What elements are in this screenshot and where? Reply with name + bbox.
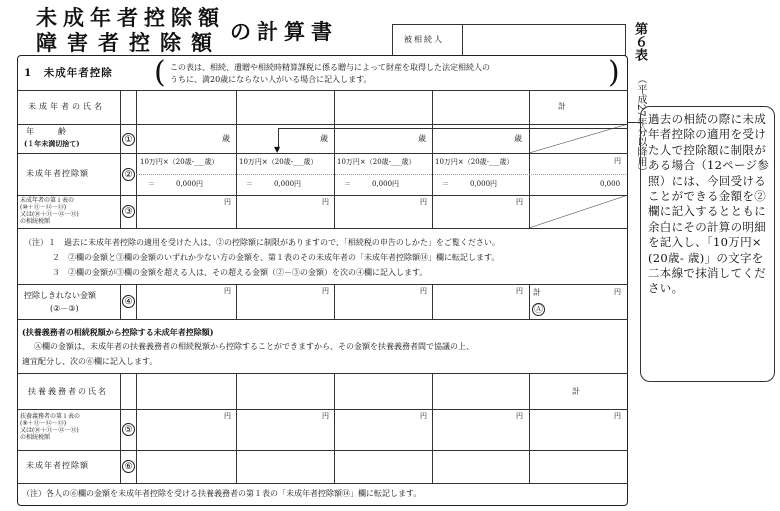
side-note-text: 過去の相続の際に未成年者控除の適用を受けた人で控除額に制限がある場合（12ページ参照）には、今回受けることができる金額を②欄に記入するとともに余白にその計算の明細を記入し、「10万円×(20歳- 歳)」の文字を二本線で抹消してください。 [648, 112, 770, 296]
title-suffix: の計算書 [230, 20, 338, 44]
row2-deduction-label: 未成年者控除額 [26, 461, 89, 470]
formula-result-1: ＝ 0,000円 [148, 180, 204, 188]
row2-name-label: 扶養義務者の氏名 [28, 387, 108, 396]
formula-2: 10万円×（20歳-___歳） [239, 158, 318, 166]
final-note: （注）各人の⑥欄の金額を未成年者控除を受ける扶養義務者の第１表の「未成年者控除額⑭」欄に転記します。 [22, 489, 422, 498]
form-period: （平成27年分以降用） [635, 74, 646, 177]
num-1: ① [122, 133, 135, 146]
num-5: ⑤ [122, 423, 135, 436]
total-deduction: 0,000 [600, 180, 621, 188]
title-line2: 障害者控除額 [36, 31, 222, 55]
formula-result-3: ＝ 0,000円 [344, 180, 400, 188]
num-3: ③ [122, 205, 135, 218]
formula-result-2: ＝ 0,000円 [246, 180, 302, 188]
section2-title: (扶養義務者の相続税額から控除する未成年者控除額) [22, 327, 214, 337]
section2-desc2: 適宜配分し、次の⑥欄に記入します。 [22, 357, 158, 366]
formula-result-4: ＝ 0,000円 [442, 180, 498, 188]
formula-3: 10万円×（20歳-___歳） [337, 158, 416, 166]
note-2: ２ ②欄の金額と③欄の金額のいずれか少ない方の金額を、第１表のその未成年者の「未成年者控除額⑭」欄に転記します。 [52, 253, 500, 262]
note-1: （注）１ 過去に未成年者控除の適用を受けた人は、②の控除額に制限がありますので、「相続税の申告のしかた」をご覧ください。 [24, 238, 500, 247]
num-2: ② [122, 168, 135, 181]
note-3: ３ ②欄の金額が③欄の金額を超える人は、その超える金額（②－③の金額）を次の④欄に記入します。 [52, 268, 428, 277]
formula-4: 10万円×（20歳-___歳） [435, 158, 514, 166]
formula-1: 10万円×（20歳-___歳） [140, 158, 219, 166]
num-6: ⑥ [122, 460, 135, 473]
row-age-sub: (１年未満切捨て) [24, 139, 80, 148]
section1-title: 1 未成年者控除 [24, 67, 113, 79]
num-4: ④ [122, 295, 135, 308]
section2-desc1: Ⓐ欄の金額は、未成年者の扶養義務者の相続税額から控除することができますから、その金額を扶養義務者間で協議の上、 [34, 342, 474, 351]
row-age-label: 年 齢 [26, 127, 66, 136]
row-name-label: 未成年者の氏名 [28, 102, 105, 111]
section1-desc1: この表は、相続、遺贈や相続時精算課税に係る贈与によって財産を取得した法定相続人の [170, 63, 490, 72]
row-deduction-label: 未成年者控除額 [26, 169, 89, 178]
section1-desc2: うちに、満20歳にならない人がいる場合に記入します。 [170, 75, 372, 84]
form-number: 第６表 [632, 22, 647, 61]
title-line1: 未成年者控除額 [36, 6, 225, 30]
heir-label: 被相続人 [404, 35, 444, 44]
label-a: Ⓐ [533, 305, 543, 315]
tax-total-diagonal [529, 195, 628, 228]
form-frame [17, 55, 628, 506]
total-label: 計 [558, 102, 566, 111]
